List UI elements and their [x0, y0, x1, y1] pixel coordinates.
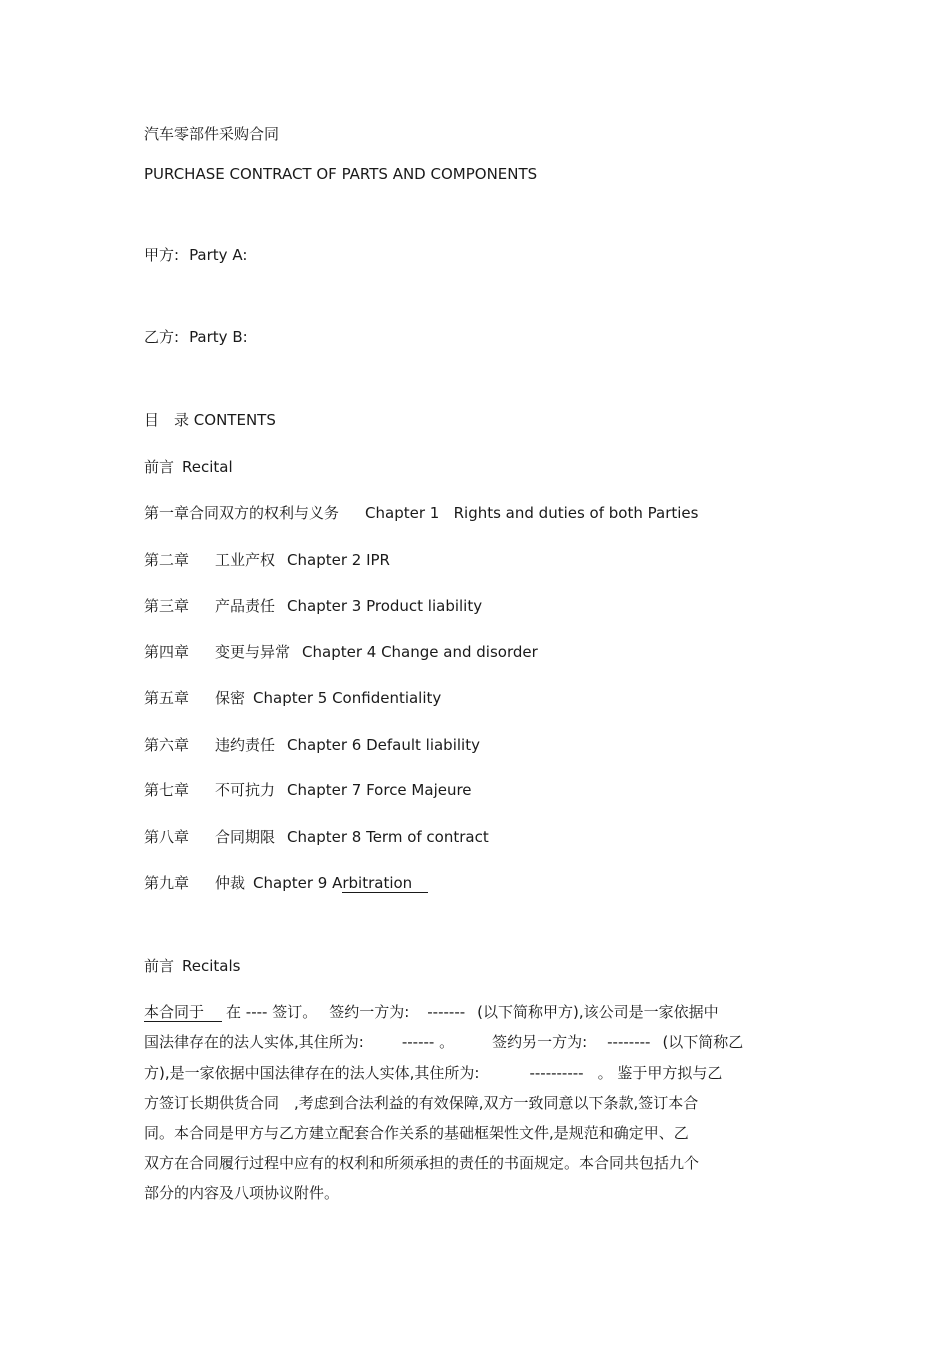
signing-date-blank: 本合同于 [144, 1004, 222, 1022]
toc-item-chapter-3: 第三章 产品责任 Chapter 3 Product liability [144, 597, 483, 615]
toc-item-chapter-6: 第六章 违约责任 Chapter 6 Default liability [144, 736, 480, 754]
toc-item-recital: 前言 Recital [144, 458, 233, 476]
toc-item-chapter-9: 第九章 仲裁 Chapter 9 Arbitration [144, 873, 428, 893]
toc-item-chapter-5: 第五章 保密 Chapter 5 Confidentiality [144, 689, 442, 707]
arbitration-underlined: rbitration [342, 875, 428, 893]
toc-item-chapter-1: 第一章合同双方的权利与义务 Chapter 1 Rights and duties of both Parties [144, 504, 699, 522]
recital-line-1: 本合同于 在 ---- 签订。 签约一方为: ------- (以下简称甲方),该公司是一家依据中 [144, 1003, 719, 1021]
party-b-cn: 乙方: [144, 328, 180, 346]
toc-item-chapter-8: 第八章 合同期限 Chapter 8 Term of contract [144, 828, 489, 846]
title-en: PURCHASE CONTRACT OF PARTS AND COMPONENTS [144, 165, 538, 183]
recital-line-5: 同。本合同是甲方与乙方建立配套合作关系的基础框架性文件,是规范和确定甲、乙 [144, 1124, 689, 1142]
recital-line-2: 国法律存在的法人实体,其住所为: ------ 。 签约另一方为: -------- (以下简称乙 [144, 1033, 744, 1051]
party-a-en: Party A: [189, 246, 248, 264]
toc-item-chapter-2: 第二章 工业产权 Chapter 2 IPR [144, 551, 390, 569]
title-cn: 汽车零部件采购合同 [144, 125, 280, 143]
party-a-cn: 甲方: [144, 246, 180, 264]
party-b [144, 327, 248, 347]
recital-line-3: 方),是一家依据中国法律存在的法人实体,其住所为: ---------- 。 鉴于甲方拟与乙 [144, 1064, 723, 1082]
recitals-heading: 前言 Recitals [144, 957, 241, 975]
contents-heading: 目 录 CONTENTS [144, 411, 276, 429]
party-b-en: Party B: [189, 328, 248, 346]
recital-line-7: 部分的内容及八项协议附件。 [144, 1184, 340, 1202]
recital-line-6: 双方在合同履行过程中应有的权利和所须承担的责任的书面规定。本合同共包括九个 [144, 1154, 700, 1172]
toc-item-chapter-7: 第七章 不可抗力 Chapter 7 Force Majeure [144, 781, 472, 799]
recital-line-4: 方签订长期供货合同 ,考虑到合法利益的有效保障,双方一致同意以下条款,签订本合 [144, 1094, 699, 1112]
toc-item-chapter-4: 第四章 变更与异常 Chapter 4 Change and disorder [144, 643, 538, 661]
party-a [144, 245, 247, 265]
